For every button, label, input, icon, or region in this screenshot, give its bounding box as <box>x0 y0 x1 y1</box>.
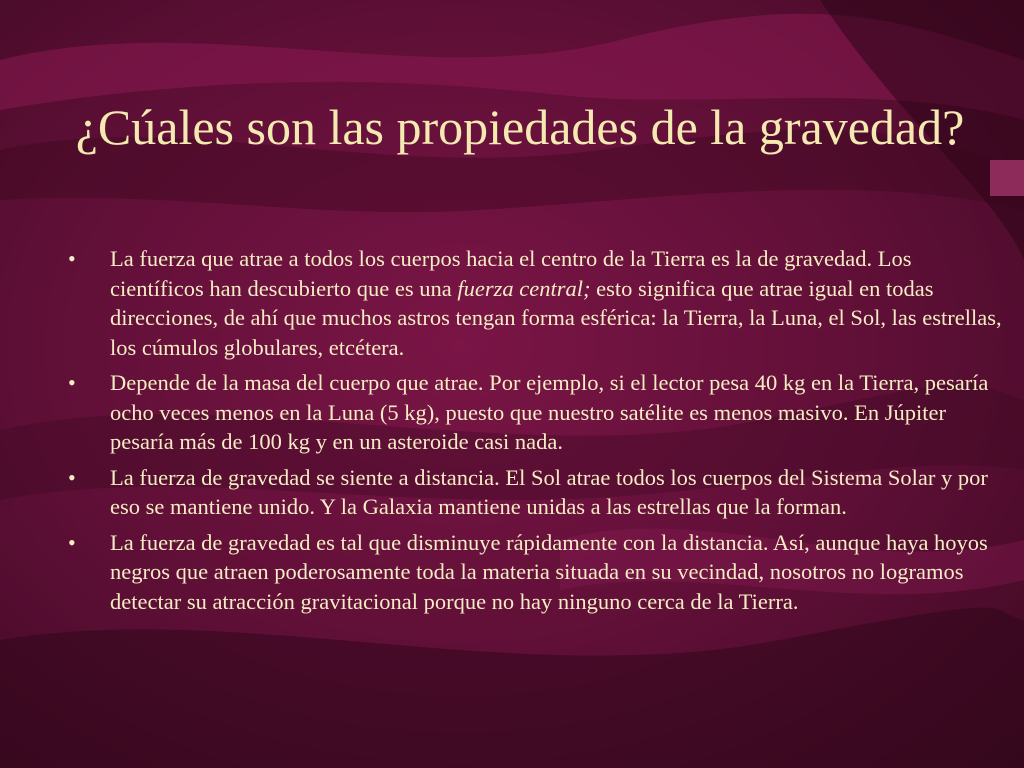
bullet-item-1 <box>66 244 1006 362</box>
bullet-2-text: Depende de la masa del cuerpo que atrae. Por ejemplo, si el lector pesa 40 kg en la Tierra, pesaría ocho veces menos en la Luna (5 kg), puesto que nuestro satélite es menos masivo. En Júpiter pesaría más de 100 kg y en un asteroide casi nada. <box>110 370 989 454</box>
bullet-3-text: La fuerza de gravedad se siente a distancia. El Sol atrae todos los cuerpos del Sistema Solar y por eso se mantiene unido. Y la Galaxia mantiene unidas a las estrellas que la forman. <box>110 464 988 519</box>
bullet-list <box>66 244 1006 622</box>
bullet-1-emphasis: fuerza central; <box>457 275 591 301</box>
bullet-marker: • <box>68 464 76 490</box>
bullet-item-2 <box>66 368 1006 457</box>
bullet-4-text: La fuerza de gravedad es tal que disminuye rápidamente con la distancia. Así, aunque haya hoyos negros que atraen poderosamente toda la materia situada en su vecindad, nosotros no logramos detectar su atracción gravitacional porque no hay ninguno cerca de la Tierra. <box>110 529 988 614</box>
bullet-1-text-end: esto significa que atrae igual en todas direcciones, de ahí que muchos astros tengan forma esférica: la Tierra, la Luna, el Sol, las estrellas, los cúmulos globulares, etcétera. <box>110 275 1002 360</box>
slide-title: ¿Cúales son las propiedades de la gravedad? <box>75 99 965 155</box>
right-edge-tab <box>990 160 1024 196</box>
bullet-item-3 <box>66 463 1006 522</box>
wave-band-bottom <box>0 608 1024 768</box>
bullet-item-4 <box>66 528 1006 617</box>
bullet-marker: • <box>68 370 76 395</box>
bullet-marker: • <box>68 529 76 555</box>
bullet-1-text: La fuerza que atrae a todos los cuerpos hacia el centro de la Tierra es la de gravedad. Los científicos han descubierto que es una <box>110 246 912 301</box>
bullet-marker: • <box>68 246 76 271</box>
